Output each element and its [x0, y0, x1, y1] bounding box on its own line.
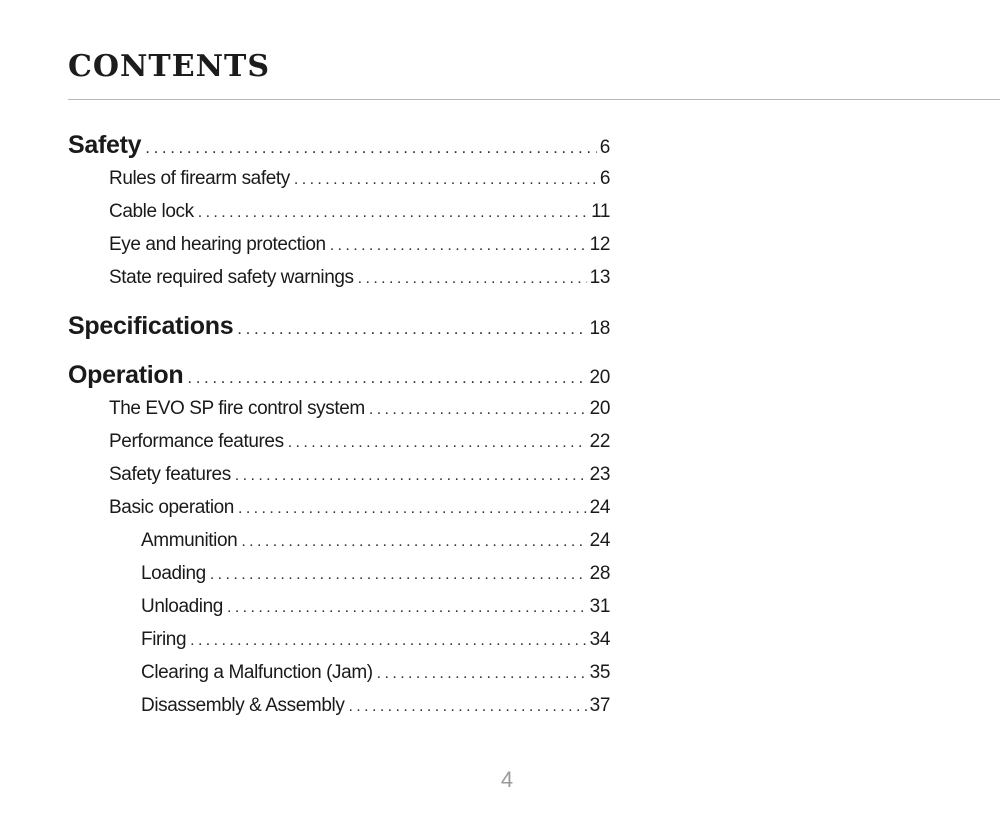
- page-title: CONTENTS: [68, 49, 271, 84]
- toc-entry-label: Ammunition: [141, 530, 238, 551]
- toc-entry-safety-features[interactable]: [109, 461, 610, 489]
- dot-leader: [288, 429, 587, 456]
- toc-entry-page: 18: [589, 318, 610, 339]
- toc-entry-disassembly-and-assembly[interactable]: [141, 692, 610, 720]
- dot-leader: [369, 396, 587, 423]
- toc-entry-page: 24: [589, 530, 610, 551]
- toc-entry-loading[interactable]: [141, 560, 610, 588]
- dot-leader: [330, 232, 587, 259]
- dot-leader: [238, 495, 587, 522]
- toc-entry-label: Safety: [68, 131, 142, 159]
- toc-entry-label: Clearing a Malfunction (Jam): [141, 662, 373, 683]
- toc-entry-label: Cable lock: [109, 201, 194, 222]
- toc-entry-page: 31: [589, 596, 610, 617]
- toc-entry-cable-lock[interactable]: [109, 198, 610, 226]
- dot-leader: [210, 561, 587, 588]
- toc-entry-label: Basic operation: [109, 497, 234, 518]
- toc-entry-page: 13: [589, 267, 610, 288]
- toc-entry-label: Disassembly & Assembly: [141, 695, 345, 716]
- toc-entry-page: 22: [589, 431, 610, 452]
- toc-entry-page: 6: [599, 137, 610, 158]
- toc-entry-label: State required safety warnings: [109, 267, 354, 288]
- dot-leader: [294, 166, 597, 193]
- table-of-contents: [68, 0, 610, 833]
- toc-entry-specifications[interactable]: [68, 310, 610, 342]
- toc-entry-label: Safety features: [109, 464, 231, 485]
- toc-entry-unloading[interactable]: [141, 593, 610, 621]
- toc-entry-page: 34: [589, 629, 610, 650]
- toc-entry-page: 20: [589, 398, 610, 419]
- dot-leader: [241, 528, 586, 555]
- toc-entry-page: 11: [591, 201, 610, 222]
- toc-entry-firing[interactable]: [141, 626, 610, 654]
- toc-entry-page: 35: [589, 662, 610, 683]
- dot-leader: [358, 265, 587, 292]
- toc-entry-label: Rules of firearm safety: [109, 168, 290, 189]
- page-number: 4: [500, 767, 514, 792]
- dot-leader: [377, 660, 587, 687]
- dot-leader: [237, 313, 586, 342]
- toc-entry-page: 20: [589, 367, 610, 388]
- dot-leader: [187, 362, 586, 391]
- toc-entry-ammunition[interactable]: [141, 527, 610, 555]
- dot-leader: [198, 199, 588, 226]
- toc-entry-performance-features[interactable]: [109, 428, 610, 456]
- toc-entry-safety[interactable]: [68, 129, 610, 161]
- toc-entry-basic-operation[interactable]: [109, 494, 610, 522]
- toc-entry-clearing-a-malfunction[interactable]: [141, 659, 610, 687]
- toc-entry-page: 23: [589, 464, 610, 485]
- toc-entry-operation[interactable]: [68, 359, 610, 391]
- toc-entry-label: Eye and hearing protection: [109, 234, 326, 255]
- toc-entry-label: Unloading: [141, 596, 223, 617]
- toc-entry-page: 37: [589, 695, 610, 716]
- toc-entry-evo-sp-fire-control-system[interactable]: [109, 395, 610, 423]
- toc-entry-rules-of-firearm-safety[interactable]: [109, 165, 610, 193]
- toc-entry-label: Loading: [141, 563, 206, 584]
- dot-leader: [190, 627, 587, 654]
- toc-entry-label: Specifications: [68, 312, 234, 340]
- toc-entry-state-required-safety-warnings[interactable]: [109, 264, 610, 292]
- toc-entry-label: Operation: [68, 361, 184, 389]
- toc-entry-label: Firing: [141, 629, 187, 650]
- toc-entry-page: 12: [589, 234, 610, 255]
- toc-entry-page: 28: [589, 563, 610, 584]
- dot-leader: [227, 594, 587, 621]
- toc-entry-label: The EVO SP fire control system: [109, 398, 365, 419]
- toc-entry-page: 24: [589, 497, 610, 518]
- dot-leader: [145, 132, 596, 161]
- toc-entry-label: Performance features: [109, 431, 284, 452]
- dot-leader: [235, 462, 587, 489]
- toc-entry-page: 6: [599, 168, 610, 189]
- toc-entry-eye-and-hearing-protection[interactable]: [109, 231, 610, 259]
- dot-leader: [348, 693, 586, 720]
